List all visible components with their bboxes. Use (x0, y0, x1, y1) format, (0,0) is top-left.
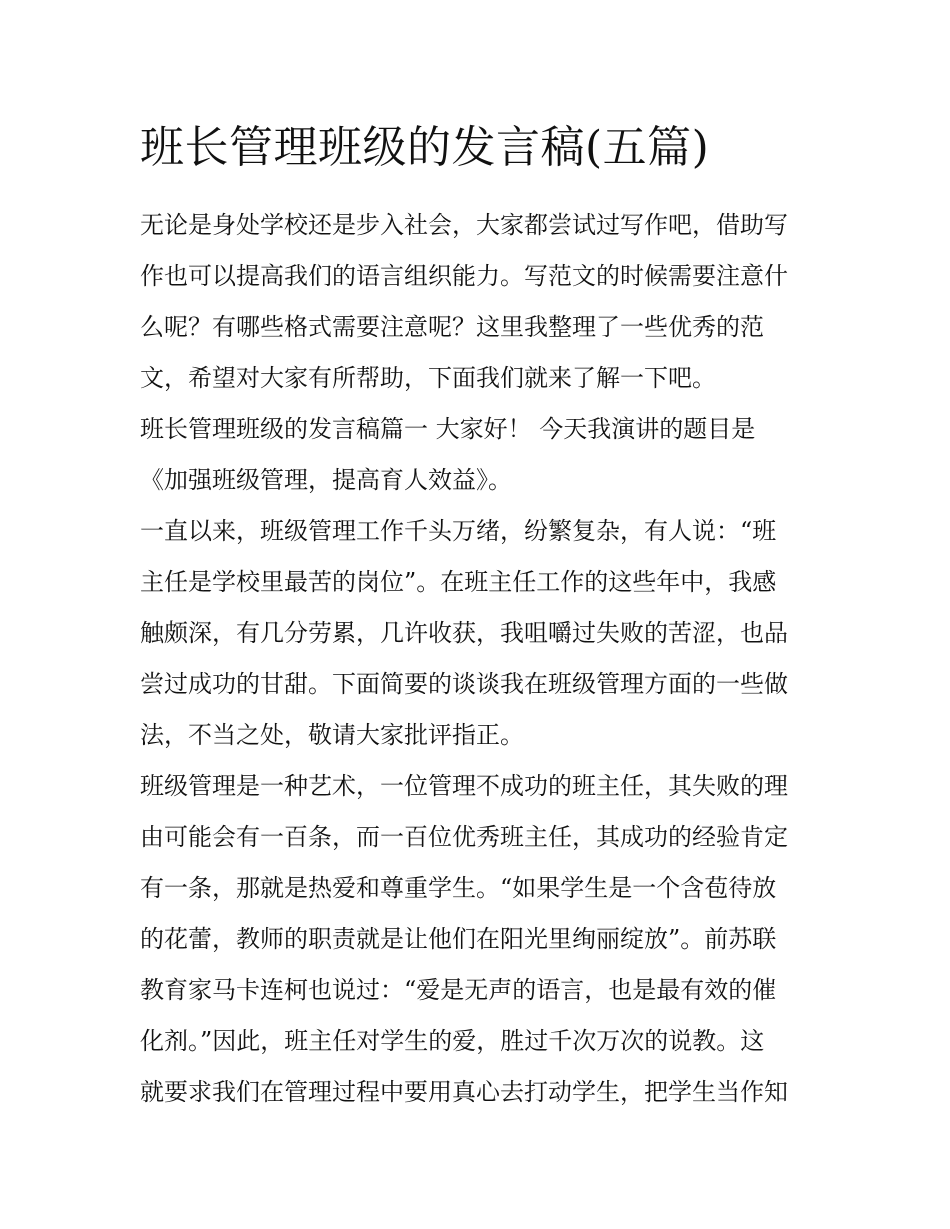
text-line: 文，希望对大家有所帮助，下面我们就来了解一下吧。 (140, 364, 716, 392)
text-line: 触颇深，有几分劳累，几许收获，我咀嚼过失败的苦涩，也品 (140, 619, 788, 647)
text-line: 就要求我们在管理过程中要用真心去打动学生，把学生当作知 (140, 1078, 788, 1106)
text-line: 由可能会有一百条，而一百位优秀班主任，其成功的经验肯定 (140, 823, 788, 851)
text-line: 一直以来，班级管理工作千头万绪，纷繁复杂，有人说：“班 (140, 517, 777, 545)
text-line: 《加强班级管理，提高育人效益》。 (140, 466, 512, 494)
text-line: 的花蕾，教师的职责就是让他们在阳光里绚丽绽放”。前苏联 (140, 925, 777, 953)
text-line: 无论是身处学校还是步入社会，大家都尝试过写作吧，借助写 (140, 211, 788, 239)
text-line: 主任是学校里最苦的岗位”。在班主任工作的这些年中，我感 (140, 568, 777, 596)
text-line: 作也可以提高我们的语言组织能力。写范文的时候需要注意什 (140, 262, 788, 290)
text-line: 班级管理是一种艺术，一位管理不成功的班主任，其失败的理 (140, 772, 788, 800)
text-line: 班长管理班级的发言稿篇一 大家好！ 今天我演讲的题目是 (140, 415, 756, 443)
text-line: 么呢？有哪些格式需要注意呢？这里我整理了一些优秀的范 (140, 313, 764, 341)
text-line: 尝过成功的甘甜。下面简要的谈谈我在班级管理方面的一些做 (140, 670, 788, 698)
text-line: 化剂。”因此，班主任对学生的爱，胜过千次万次的说教。这 (140, 1027, 765, 1055)
document-body (140, 200, 820, 1118)
text-line: 法，不当之处，敬请大家批评指正。 (140, 721, 524, 749)
page-title: 班长管理班级的发言稿(五篇) (140, 122, 710, 173)
text-line: 教育家马卡连柯也说过：“爱是无声的语言，也是最有效的催 (140, 976, 777, 1004)
text-line: 有一条，那就是热爱和尊重学生。“如果学生是一个含苞待放 (140, 874, 777, 902)
